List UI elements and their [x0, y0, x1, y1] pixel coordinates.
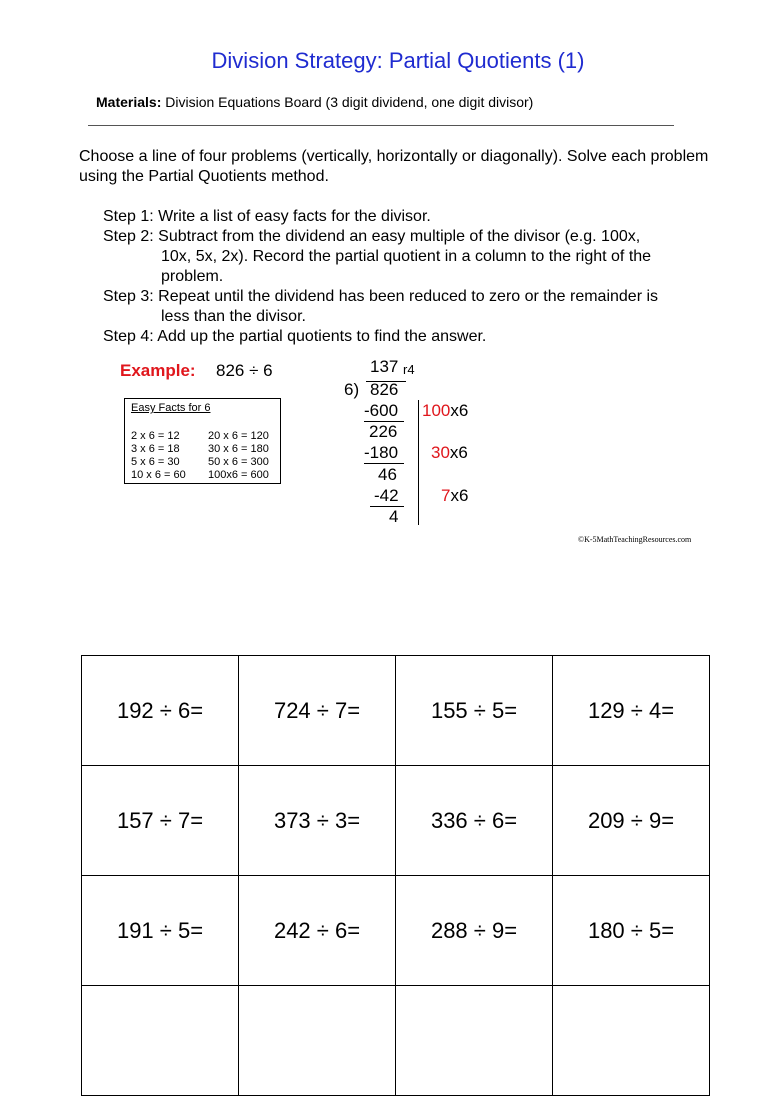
steps-list — [103, 207, 723, 347]
step-2-cont: 10x, 5x, 2x). Record the partial quotient in a column to the right of the — [161, 248, 652, 265]
board-cell: 129 ÷ 4= — [553, 656, 710, 766]
page-title: Division Strategy: Partial Quotients (1) — [211, 48, 585, 73]
step-4: Step 4: Add up the partial quotients to find the answer. — [103, 328, 487, 345]
board-row — [82, 986, 710, 1096]
board-cell: 242 ÷ 6= — [239, 876, 396, 986]
pq-2-number: 30 — [431, 443, 450, 462]
fact: 5 x 6 = 30 — [131, 456, 180, 468]
easy-facts-box — [124, 398, 281, 484]
board-row — [82, 876, 710, 986]
subtract-2: -180 — [364, 443, 399, 462]
pq-2-suffix: x6 — [449, 443, 468, 462]
remainder: r4 — [403, 362, 415, 377]
divider-line — [88, 125, 674, 126]
copyright-text: ©K-5MathTeachingResources.com — [578, 535, 692, 544]
subtract-1: -600 — [364, 401, 399, 420]
fact: 20 x 6 = 120 — [208, 430, 269, 442]
board-row — [82, 656, 710, 766]
board-cell: 155 ÷ 5= — [396, 656, 553, 766]
sum-line — [370, 506, 404, 507]
example-expression: 826 ÷ 6 — [216, 361, 273, 380]
division-equations-board — [81, 655, 710, 1096]
step-3-cont: less than the divisor. — [161, 308, 306, 325]
board-cell: 191 ÷ 5= — [82, 876, 239, 986]
fact: 50 x 6 = 300 — [208, 456, 269, 468]
board-cell: 336 ÷ 6= — [396, 766, 553, 876]
board-cell: 192 ÷ 6= — [82, 656, 239, 766]
remainder-2: 46 — [378, 465, 397, 484]
sum-line — [364, 463, 404, 464]
board-cell — [396, 986, 553, 1096]
board-cell: 373 ÷ 3= — [239, 766, 396, 876]
pq-3-suffix: x6 — [450, 486, 469, 505]
pq-1-number: 100 — [422, 401, 451, 420]
board-cell: 724 ÷ 7= — [239, 656, 396, 766]
dividend: 826 — [370, 380, 399, 399]
subtract-3: -42 — [374, 486, 399, 505]
fact: 10 x 6 = 60 — [131, 469, 186, 481]
divisor: 6) — [344, 380, 360, 399]
materials-line — [96, 94, 533, 110]
partial-quotient-2 — [431, 443, 468, 463]
board-cell: 209 ÷ 9= — [553, 766, 710, 876]
step-3: Step 3: Repeat until the dividend has been reduced to zero or the remainder is — [103, 288, 659, 305]
easy-facts-left — [131, 430, 186, 482]
board-cell: 288 ÷ 9= — [396, 876, 553, 986]
easy-facts-right — [208, 430, 269, 482]
pq-3-number: 7 — [441, 486, 451, 505]
partial-quotient-column-line — [418, 400, 419, 525]
step-2-cont2: problem. — [161, 268, 224, 285]
board-row — [82, 766, 710, 876]
remainder-3: 4 — [389, 507, 399, 526]
board-cell: 180 ÷ 5= — [553, 876, 710, 986]
remainder-1: 226 — [369, 422, 398, 441]
pq-1-suffix: x6 — [450, 401, 469, 420]
step-1: Step 1: Write a list of easy facts for the divisor. — [103, 208, 431, 225]
partial-quotient-1 — [422, 401, 468, 421]
fact: 30 x 6 = 180 — [208, 443, 269, 455]
board-cell — [239, 986, 396, 1096]
board-cell — [82, 986, 239, 1096]
quotient: 137 — [370, 357, 399, 376]
board-cell: 157 ÷ 7= — [82, 766, 239, 876]
easy-facts-title: Easy Facts for 6 — [131, 402, 211, 414]
intro-text: Choose a line of four problems (vertically, horizontally or diagonally). Solve each problem using the Partial Quotients method. — [79, 148, 709, 185]
partial-quotient-3 — [441, 486, 468, 506]
materials-text: Division Equations Board (3 digit dividend, one digit divisor) — [165, 94, 534, 110]
fact: 100x6 = 600 — [208, 469, 269, 481]
materials-label: Materials: — [96, 94, 162, 110]
fact: 2 x 6 = 12 — [131, 430, 180, 442]
fact: 3 x 6 = 18 — [131, 443, 180, 455]
step-2: Step 2: Subtract from the dividend an easy multiple of the divisor (e.g. 100x, — [103, 228, 641, 245]
example-label: Example: — [120, 361, 196, 380]
board-cell — [553, 986, 710, 1096]
